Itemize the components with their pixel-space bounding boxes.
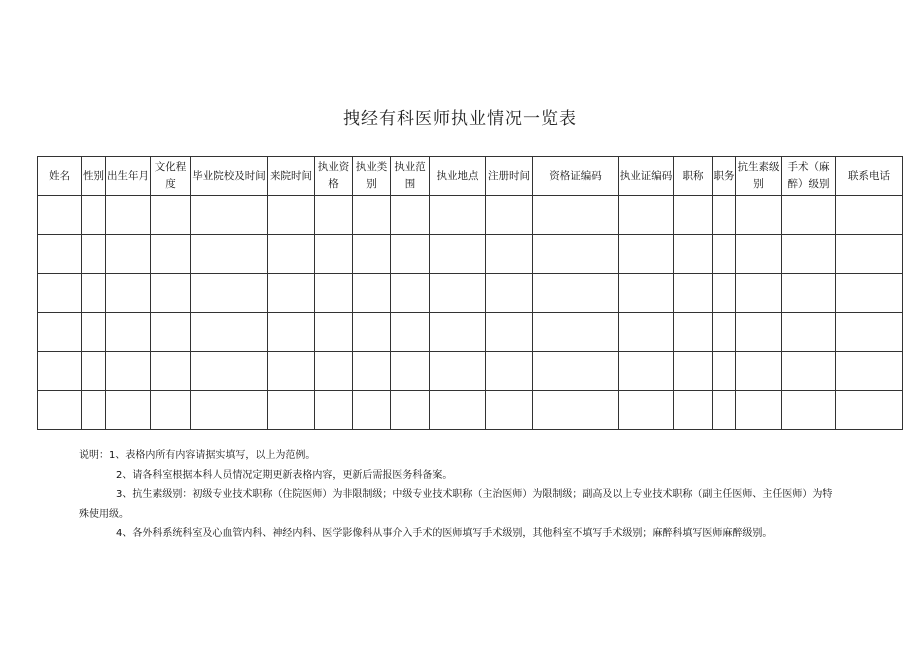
table-cell[interactable] [836, 274, 903, 313]
table-cell[interactable] [353, 391, 391, 430]
table-cell[interactable] [151, 313, 191, 352]
table-cell[interactable] [151, 196, 191, 235]
table-cell[interactable] [782, 235, 836, 274]
table-cell[interactable] [353, 352, 391, 391]
table-cell[interactable] [736, 313, 782, 352]
header-cell: 职务 [713, 157, 736, 196]
table-cell[interactable] [391, 235, 430, 274]
table-row [38, 313, 903, 352]
table-cell[interactable] [836, 352, 903, 391]
header-cell: 职称 [674, 157, 713, 196]
header-cell: 来院时间 [268, 157, 315, 196]
table-cell[interactable] [82, 196, 106, 235]
table-cell[interactable] [713, 352, 736, 391]
table-cell[interactable] [836, 196, 903, 235]
table-cell[interactable] [619, 274, 674, 313]
table-cell[interactable] [353, 235, 391, 274]
table-cell[interactable] [619, 352, 674, 391]
table-cell[interactable] [486, 352, 533, 391]
table-cell[interactable] [106, 313, 151, 352]
table-cell[interactable] [391, 391, 430, 430]
note-line: 3、抗生素级别：初级专业技术职称（住院医师）为非限制级；中级专业技术职称（主治医师）为限制级；副高及以上专业技术职称（副主任医师、主任医师）为特 [116, 489, 833, 500]
table-cell[interactable] [315, 391, 353, 430]
note-line: 2、请各科室根据本科人员情况定期更新表格内容，更新后需报医务科备案。 [116, 469, 453, 481]
header-cell: 注册时间 [486, 157, 533, 196]
table-cell[interactable] [38, 313, 82, 352]
table-cell[interactable] [782, 352, 836, 391]
table-cell[interactable] [315, 274, 353, 313]
table-cell[interactable] [191, 235, 268, 274]
table-cell[interactable] [782, 196, 836, 235]
table-cell[interactable] [619, 391, 674, 430]
table-cell[interactable] [391, 196, 430, 235]
table-cell[interactable] [619, 235, 674, 274]
note-line: 4、各外科系统科室及心血管内科、神经内科、医学影像科从事介入手术的医师填写手术级别，其他科室不填写手术级别；麻醉科填写医师麻醉级别。 [116, 528, 773, 539]
table-cell[interactable] [713, 274, 736, 313]
table-cell[interactable] [82, 352, 106, 391]
header-cell: 抗生素级别 [736, 157, 782, 196]
table-cell[interactable] [268, 235, 315, 274]
table-cell[interactable] [836, 313, 903, 352]
header-cell: 执业资格 [315, 157, 353, 196]
table-cell[interactable] [486, 196, 533, 235]
table-cell[interactable] [315, 313, 353, 352]
table-cell[interactable] [430, 196, 486, 235]
table-cell[interactable] [106, 235, 151, 274]
physician-roster-table [37, 156, 903, 430]
table-cell[interactable] [82, 274, 106, 313]
table-cell[interactable] [151, 235, 191, 274]
table-cell[interactable] [713, 313, 736, 352]
table-cell[interactable] [191, 391, 268, 430]
table-row [38, 274, 903, 313]
table-cell[interactable] [674, 313, 713, 352]
table-cell[interactable] [533, 391, 619, 430]
table-cell[interactable] [315, 235, 353, 274]
table-cell[interactable] [782, 313, 836, 352]
table-cell[interactable] [533, 235, 619, 274]
header-cell: 性别 [82, 157, 106, 196]
table-cell[interactable] [736, 235, 782, 274]
header-cell: 联系电话 [836, 157, 903, 196]
table-cell[interactable] [353, 313, 391, 352]
table-cell[interactable] [82, 391, 106, 430]
table-cell[interactable] [533, 196, 619, 235]
table-row [38, 352, 903, 391]
table-cell[interactable] [353, 196, 391, 235]
table-cell[interactable] [674, 391, 713, 430]
table-cell[interactable] [713, 196, 736, 235]
table-cell[interactable] [191, 352, 268, 391]
table-cell[interactable] [836, 391, 903, 430]
table-cell[interactable] [38, 196, 82, 235]
table-row [38, 235, 903, 274]
header-cell: 姓名 [38, 157, 82, 196]
header-cell: 执业范围 [391, 157, 430, 196]
header-cell: 出生年月 [106, 157, 151, 196]
table-cell[interactable] [315, 196, 353, 235]
table-cell[interactable] [191, 313, 268, 352]
table-cell[interactable] [619, 313, 674, 352]
table-row [38, 391, 903, 430]
header-row [38, 157, 903, 196]
table-cell[interactable] [391, 274, 430, 313]
table-cell[interactable] [533, 313, 619, 352]
document-title: 拽经有科医师执业情况一览表 [343, 109, 577, 129]
table-cell[interactable] [713, 391, 736, 430]
header-cell: 执业类别 [353, 157, 391, 196]
table-cell[interactable] [674, 196, 713, 235]
table-cell[interactable] [82, 313, 106, 352]
header-cell: 毕业院校及时间 [191, 157, 268, 196]
table-cell[interactable] [315, 352, 353, 391]
table-cell[interactable] [391, 313, 430, 352]
table-row [38, 196, 903, 235]
table-cell[interactable] [106, 391, 151, 430]
table-cell[interactable] [713, 235, 736, 274]
table-cell[interactable] [191, 274, 268, 313]
table-cell[interactable] [106, 274, 151, 313]
table-cell[interactable] [38, 352, 82, 391]
table-cell[interactable] [430, 391, 486, 430]
table-cell[interactable] [268, 352, 315, 391]
table-cell[interactable] [38, 274, 82, 313]
table-cell[interactable] [533, 274, 619, 313]
table-cell[interactable] [736, 274, 782, 313]
table-cell[interactable] [782, 274, 836, 313]
table-cell[interactable] [486, 274, 533, 313]
notes-section [79, 446, 894, 544]
table-cell[interactable] [674, 235, 713, 274]
table-cell[interactable] [486, 391, 533, 430]
table-cell[interactable] [736, 352, 782, 391]
table-cell[interactable] [782, 391, 836, 430]
table-cell[interactable] [674, 274, 713, 313]
table-cell[interactable] [391, 352, 430, 391]
table-cell[interactable] [151, 352, 191, 391]
table-cell[interactable] [268, 313, 315, 352]
header-cell: 资格证编码 [533, 157, 619, 196]
table-cell[interactable] [486, 235, 533, 274]
table-cell[interactable] [151, 274, 191, 313]
table-cell[interactable] [82, 235, 106, 274]
table-cell[interactable] [38, 391, 82, 430]
table-cell[interactable] [191, 196, 268, 235]
table-cell[interactable] [106, 196, 151, 235]
table-cell[interactable] [836, 235, 903, 274]
table-cell[interactable] [268, 274, 315, 313]
table-cell[interactable] [736, 196, 782, 235]
header-cell: 执业证编码 [619, 157, 674, 196]
table-cell[interactable] [736, 391, 782, 430]
table-cell[interactable] [486, 313, 533, 352]
header-cell: 手术（麻醉）级别 [782, 157, 836, 196]
table-cell[interactable] [151, 391, 191, 430]
table-cell[interactable] [533, 352, 619, 391]
table-cell[interactable] [430, 274, 486, 313]
table-cell[interactable] [106, 352, 151, 391]
table-cell[interactable] [268, 391, 315, 430]
table-cell[interactable] [430, 313, 486, 352]
note-line: 说明：1、表格内所有内容请据实填写，以上为范例。 [79, 450, 316, 461]
header-cell: 文化程度 [151, 157, 191, 196]
table-cell[interactable] [353, 274, 391, 313]
header-cell: 执业地点 [430, 157, 486, 196]
table-cell[interactable] [674, 352, 713, 391]
note-line: 殊使用级。 [79, 508, 129, 520]
table-cell[interactable] [430, 352, 486, 391]
table-cell[interactable] [268, 196, 315, 235]
table-cell[interactable] [619, 196, 674, 235]
table-cell[interactable] [430, 235, 486, 274]
table-cell[interactable] [38, 235, 82, 274]
